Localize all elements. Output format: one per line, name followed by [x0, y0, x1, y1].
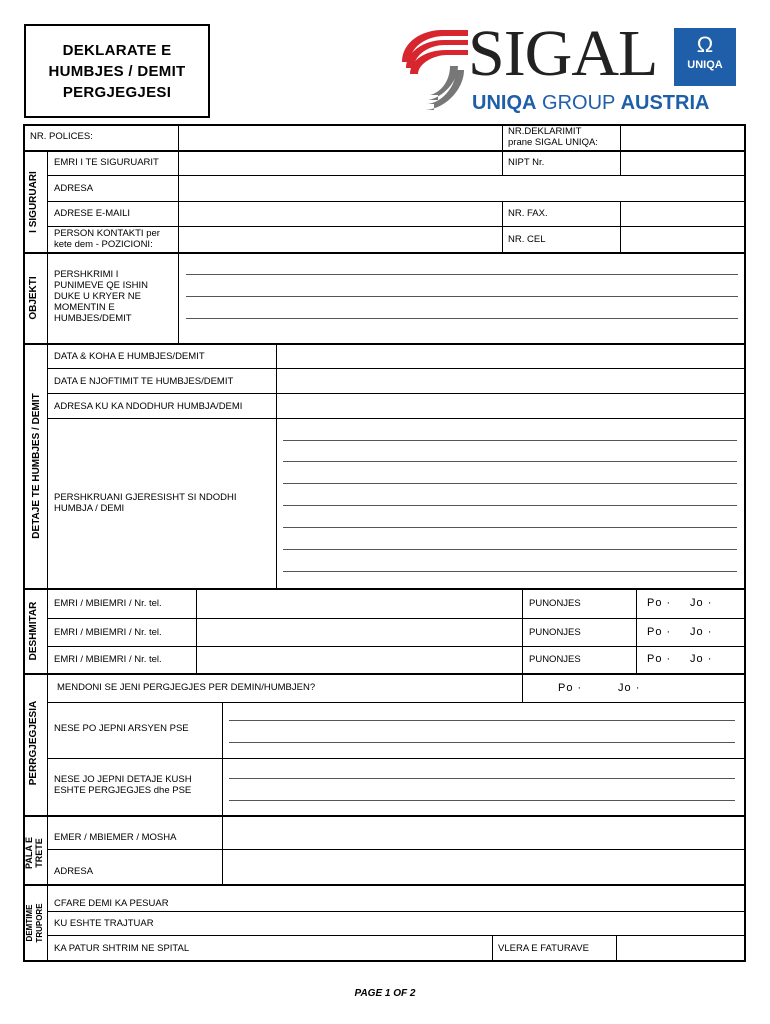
jo-detaje-label: NESE JO JEPNI DETAJE KUSH ESHTE PERGJEGJES dhe PSE: [54, 774, 192, 796]
pershkruani-line-5[interactable]: [283, 527, 737, 528]
uniqa-badge-text: UNIQA: [687, 59, 723, 71]
emri-siguruarit-field[interactable]: [179, 151, 501, 175]
vlera-faturave-label: VLERA E FATURAVE: [498, 943, 589, 954]
email-field[interactable]: [179, 202, 501, 225]
section-detaje-label: DETAJE TE HUMBJES / DEMIT: [31, 393, 42, 539]
fax-label: NR. FAX.: [508, 208, 548, 219]
po-arsye-line-2[interactable]: [229, 742, 735, 743]
cel-field[interactable]: [621, 227, 744, 251]
punonjes-3-label: PUNONJES: [529, 654, 581, 665]
nr-polices-field[interactable]: [179, 125, 501, 149]
form-title-box: [24, 24, 210, 118]
pershkruani-line-7[interactable]: [283, 571, 737, 572]
pala-emer-label: EMER / MBIEMER / MOSHA: [54, 832, 177, 843]
shtrim-spital-label: KA PATUR SHTRIM NE SPITAL: [54, 943, 190, 954]
person-kontakti-label: PERSON KONTAKTI per kete dem - POZICIONI:: [54, 228, 160, 250]
punonjes-2-jo-option[interactable]: Jo ·: [690, 626, 713, 638]
checkbox-dot-icon: ·: [707, 653, 713, 665]
data-koha-field[interactable]: [277, 344, 744, 367]
pergjegjes-po-option[interactable]: Po ·: [558, 682, 583, 694]
punonjes-3-jo-option[interactable]: Jo ·: [690, 653, 713, 665]
emri-siguruarit-label: EMRI I TE SIGURUARIT: [54, 157, 159, 168]
section-deshmitar-label: DESHMITAR: [28, 601, 39, 661]
pershkruani-label: PERSHKRUANI GJERESISHT SI NDODHI HUMBJA / DEMI: [54, 492, 237, 514]
section-pergjegjesia-label: PERRGJEGJESIA: [28, 700, 39, 786]
logo-tagline: [472, 92, 709, 114]
nipt-label: NIPT Nr.: [508, 157, 545, 168]
deshmitar-2-field[interactable]: [197, 619, 521, 645]
trajtuar-field[interactable]: [180, 912, 744, 934]
adresa-ndodhi-field[interactable]: [277, 394, 744, 417]
deshmitar-3-label: EMRI / MBIEMRI / Nr. tel.: [54, 654, 162, 665]
pala-emer-field[interactable]: [223, 816, 744, 848]
deshmitar-1-field[interactable]: [197, 589, 521, 617]
pershkrimi-punimeve-label: PERSHKRIMI I PUNIMEVE QE ISHIN DUKE U KRYER NE MOMENTIN E HUMBJES/DEMIT: [54, 269, 148, 324]
uniqa-mark-icon: Ω: [696, 32, 714, 57]
nr-deklarimit-field[interactable]: [621, 125, 744, 149]
objekti-line-3[interactable]: [186, 318, 738, 319]
objekti-line-2[interactable]: [186, 296, 738, 297]
data-njoftimit-label: DATA E NJOFTIMIT TE HUMBJES/DEMIT: [54, 376, 234, 387]
checkbox-dot-icon: ·: [666, 653, 672, 665]
adresa-field[interactable]: [179, 176, 744, 200]
pala-adresa-field[interactable]: [223, 850, 744, 883]
pershkruani-line-1[interactable]: [283, 440, 737, 441]
checkbox-dot-icon: ·: [635, 682, 641, 694]
page-number: PAGE 1 OF 2: [354, 988, 416, 999]
punonjes-1-po-option[interactable]: Po ·: [647, 597, 672, 609]
adresa-ndodhi-label: ADRESA KU KA NDODHUR HUMBJA/DEMI: [54, 401, 243, 412]
trajtuar-label: KU ESHTE TRAJTUAR: [54, 918, 154, 929]
objekti-line-1[interactable]: [186, 274, 738, 275]
nr-polices-label: NR. POLICES:: [30, 131, 93, 142]
deshmitar-3-field[interactable]: [197, 647, 521, 672]
data-njoftimit-field[interactable]: [277, 369, 744, 392]
nr-deklarimit-label: NR.DEKLARIMIT prane SIGAL UNIQA:: [508, 126, 598, 148]
punonjes-2-label: PUNONJES: [529, 627, 581, 638]
pergjegjes-jo-option[interactable]: Jo ·: [618, 682, 641, 694]
pershkruani-line-6[interactable]: [283, 549, 737, 550]
punonjes-1-jo-option[interactable]: Jo ·: [690, 597, 713, 609]
form-title: DEKLARATE E HUMBJES / DEMIT PERGJEGJESI: [48, 41, 186, 101]
nipt-field[interactable]: [621, 151, 744, 175]
uniqa-badge: [674, 28, 736, 86]
email-label: ADRESE E-MAILI: [54, 208, 131, 219]
po-arsye-label: NESE PO JEPNI ARSYEN PSE: [54, 723, 189, 734]
data-koha-label: DATA & KOHA E HUMBJES/DEMIT: [54, 351, 205, 362]
shtrim-spital-field[interactable]: [260, 936, 491, 960]
section-demtime-trupore-label: DEMTIME TRUPORE: [25, 903, 44, 943]
punonjes-1-label: PUNONJES: [529, 598, 581, 609]
punonjes-3-po-option[interactable]: Po ·: [647, 653, 672, 665]
tagline-austria: AUSTRIA: [620, 92, 710, 114]
jo-detaje-line-1[interactable]: [229, 778, 735, 779]
section-objekti-label: OBJEKTI: [28, 276, 39, 320]
pergjegjes-pyetja-label: MENDONI SE JENI PERGJEGJES PER DEMIN/HUMBJEN?: [57, 682, 316, 693]
pershkruani-line-3[interactable]: [283, 483, 737, 484]
tagline-group: GROUP: [542, 92, 615, 114]
section-pala-trete-label: PALA E TRETE: [24, 837, 44, 870]
demi-pesuar-field[interactable]: [180, 885, 744, 910]
deshmitar-2-label: EMRI / MBIEMRI / Nr. tel.: [54, 627, 162, 638]
person-kontakti-field[interactable]: [179, 227, 501, 251]
pala-adresa-label: ADRESA: [54, 866, 94, 877]
checkbox-dot-icon: ·: [707, 597, 713, 609]
logo-brand-text: SIGAL: [468, 17, 658, 90]
punonjes-2-po-option[interactable]: Po ·: [647, 626, 672, 638]
sigal-uniqa-logo: [398, 17, 738, 118]
section-siguruari-label: I SIGURUARI: [28, 171, 39, 233]
checkbox-dot-icon: ·: [707, 626, 713, 638]
vlera-faturave-field[interactable]: [617, 936, 744, 960]
po-arsye-line-1[interactable]: [229, 720, 735, 721]
cel-label: NR. CEL: [508, 234, 546, 245]
checkbox-dot-icon: ·: [666, 626, 672, 638]
pershkruani-line-4[interactable]: [283, 505, 737, 506]
checkbox-dot-icon: ·: [577, 682, 583, 694]
pershkruani-line-2[interactable]: [283, 461, 737, 462]
checkbox-dot-icon: ·: [666, 597, 672, 609]
adresa-label: ADRESA: [54, 183, 94, 194]
jo-detaje-line-2[interactable]: [229, 800, 735, 801]
fax-field[interactable]: [621, 202, 744, 225]
demi-pesuar-label: CFARE DEMI KA PESUAR: [54, 898, 169, 909]
tagline-uniqa: UNIQA: [472, 92, 537, 114]
deshmitar-1-label: EMRI / MBIEMRI / Nr. tel.: [54, 598, 162, 609]
